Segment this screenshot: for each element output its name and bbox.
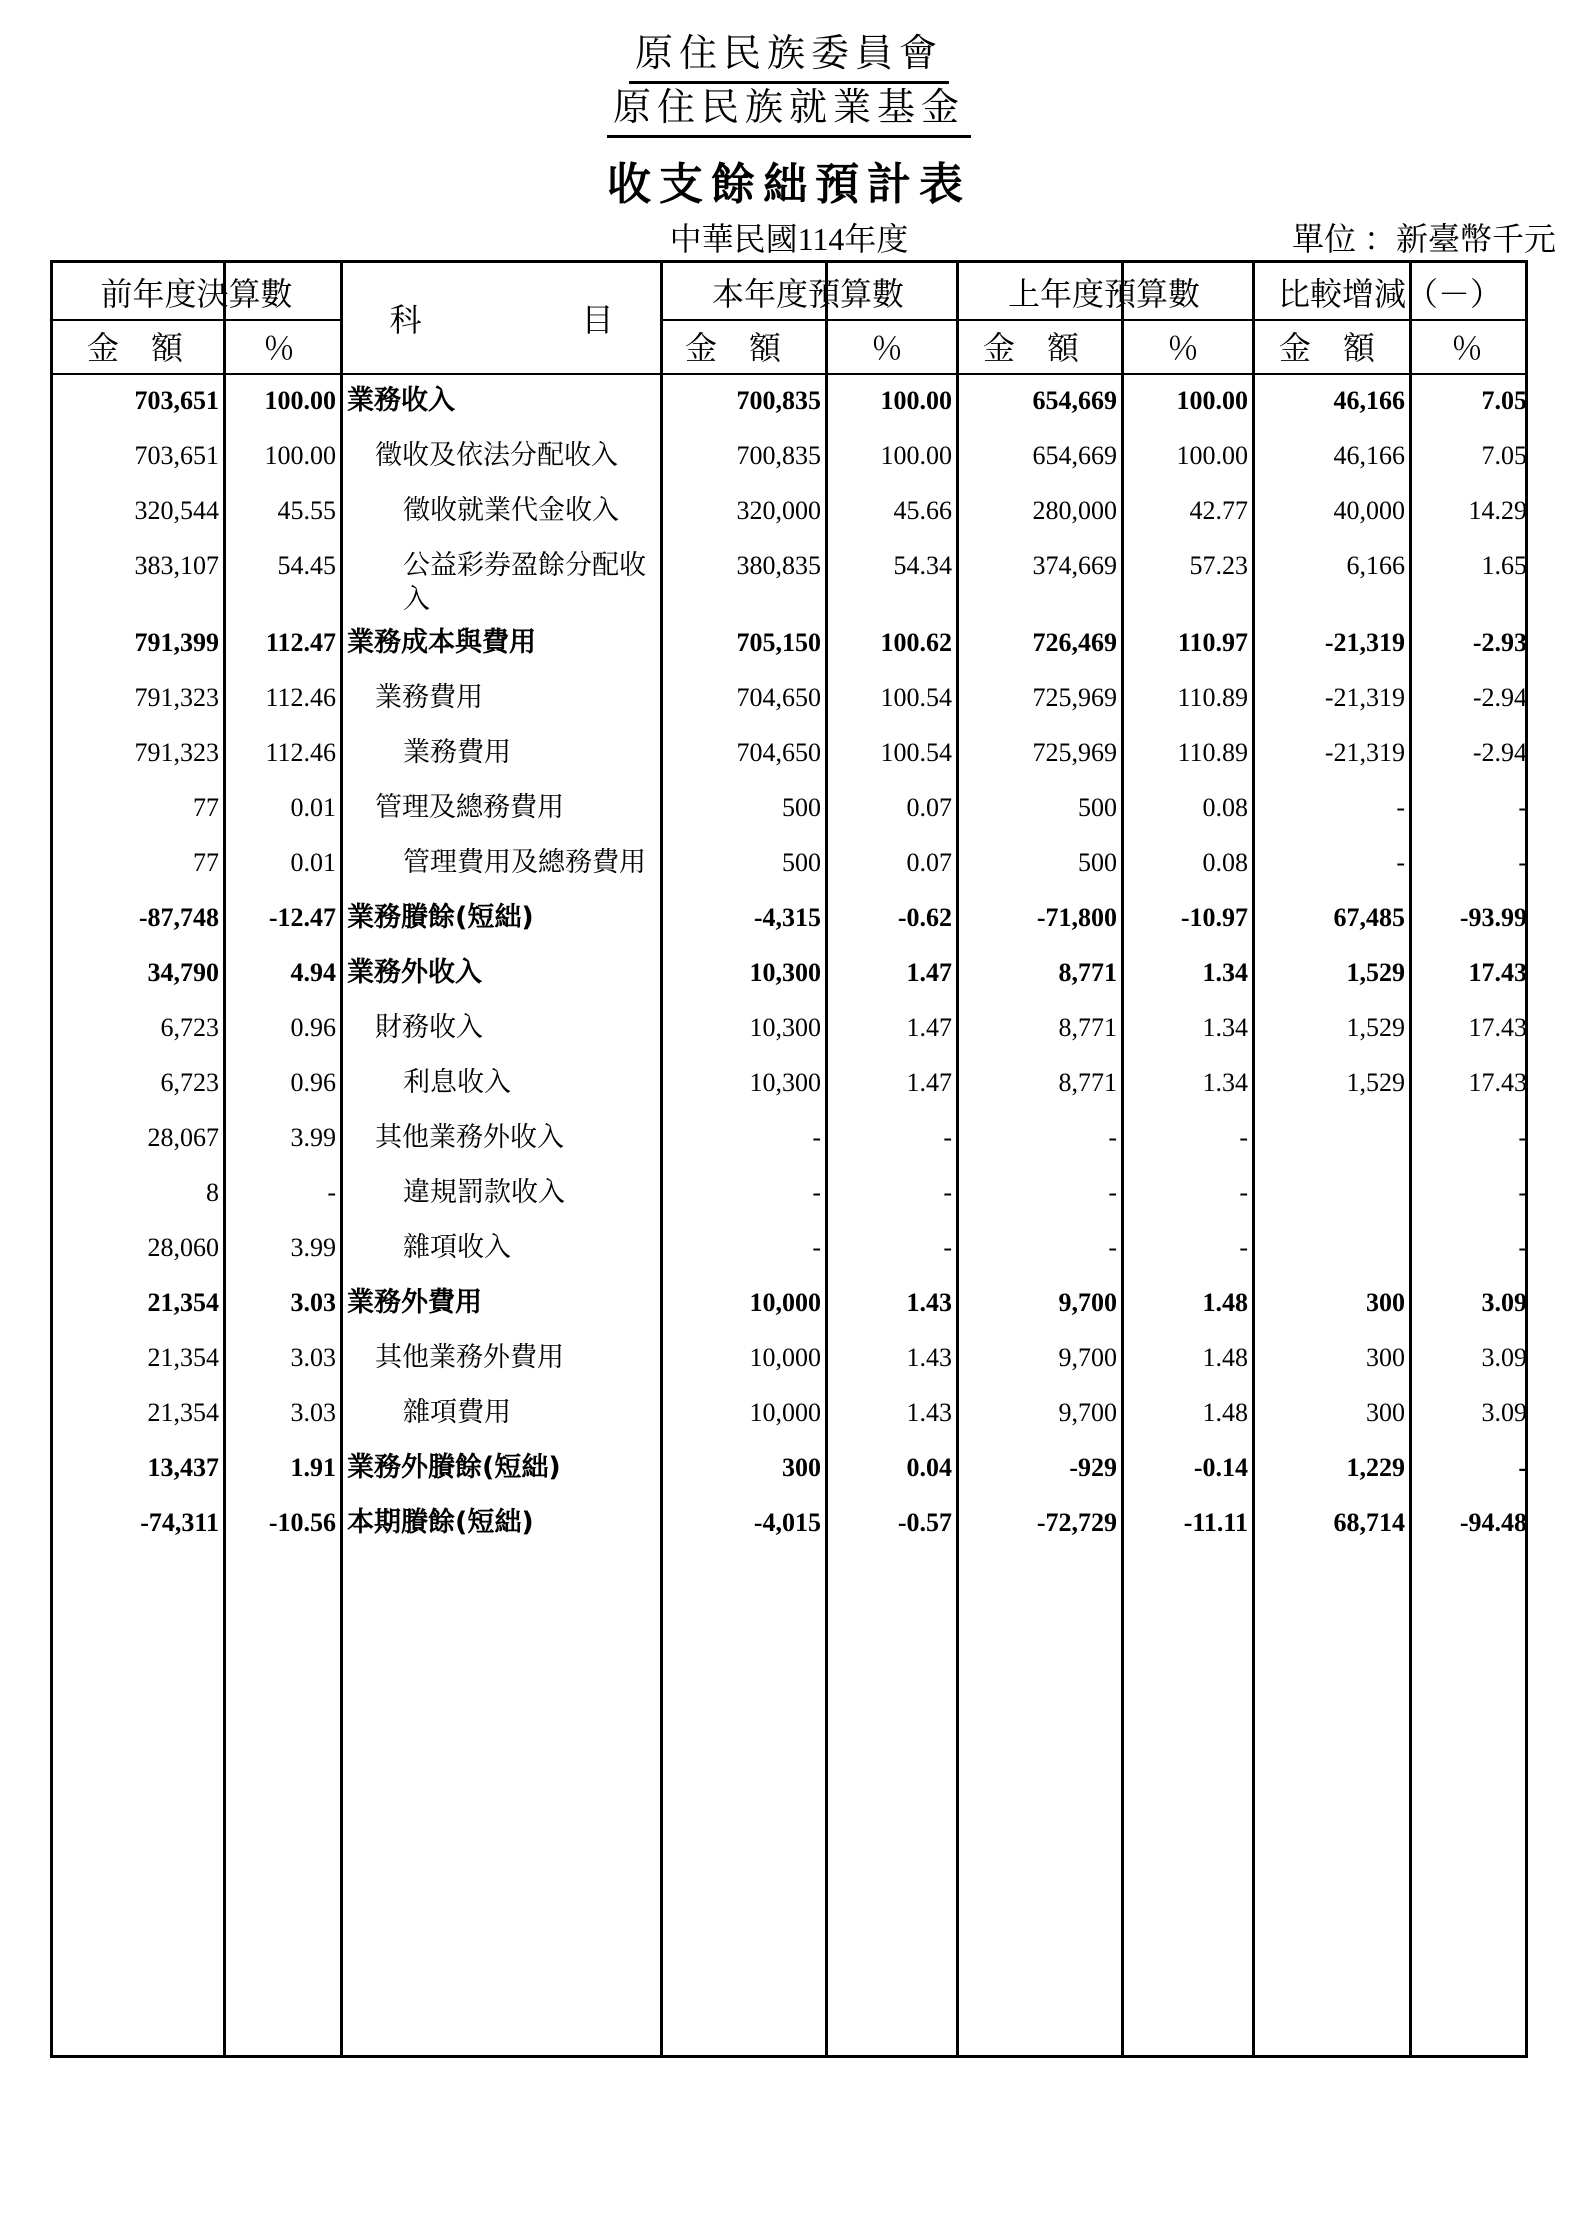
- cell-la: 9,700: [1058, 1398, 1117, 1427]
- cell-ta: 380,835: [736, 551, 821, 580]
- cell-pp: 3.03: [290, 1288, 336, 1317]
- cell-lp: -10.97: [1180, 903, 1248, 932]
- cell-la: 374,669: [1032, 551, 1117, 580]
- cell-pa: 21,354: [147, 1343, 219, 1372]
- cell-la: 8,771: [1058, 1068, 1117, 1097]
- cell-da: -21,319: [1324, 738, 1405, 767]
- table-row: [53, 1505, 1525, 1545]
- cell-lp: 1.48: [1202, 1398, 1248, 1427]
- cell-pa: 791,323: [134, 738, 219, 767]
- cell-pa: 703,651: [134, 441, 219, 470]
- table-row: [53, 1120, 1525, 1160]
- cell-dp: 1.65: [1481, 551, 1527, 580]
- cell-lp: 1.34: [1202, 1068, 1248, 1097]
- cell-la: 500: [1078, 848, 1117, 877]
- cell-dp: -: [1518, 1233, 1527, 1262]
- sub-percent: ％: [1451, 330, 1484, 366]
- table-row: [53, 680, 1525, 720]
- cell-ta: 10,300: [749, 1013, 821, 1042]
- cell-pa: 8: [206, 1178, 219, 1207]
- table-row: [53, 845, 1525, 885]
- cell-ta: 10,300: [749, 1068, 821, 1097]
- cell-tp: 100.00: [880, 386, 952, 415]
- cell-pp: 100.00: [264, 386, 336, 415]
- cell-dp: -2.94: [1472, 738, 1527, 767]
- cell-la: 654,669: [1032, 386, 1117, 415]
- cell-ta: 704,650: [736, 738, 821, 767]
- cell-lp: -: [1239, 1123, 1248, 1152]
- cell-pa: 21,354: [147, 1398, 219, 1427]
- row-label: 雜項收入: [403, 1232, 511, 1263]
- cell-ta: 700,835: [736, 386, 821, 415]
- cell-la: -72,729: [1036, 1508, 1117, 1537]
- sub-percent: ％: [871, 330, 904, 366]
- cell-tp: -: [943, 1233, 952, 1262]
- cell-da: 300: [1366, 1343, 1405, 1372]
- sub-amount: 金 額: [1279, 330, 1376, 366]
- cell-da: -: [1396, 793, 1405, 822]
- cell-ta: -4,315: [753, 903, 821, 932]
- cell-la: 8,771: [1058, 958, 1117, 987]
- cell-la: 725,969: [1032, 683, 1117, 712]
- col-diff: 比較增減（－）: [1277, 276, 1502, 312]
- row-label: 業務外費用: [347, 1287, 482, 1318]
- cell-pp: 112.46: [265, 738, 336, 767]
- currency-unit: 單位 ：新臺幣千元: [1291, 221, 1556, 257]
- cell-tp: 100.62: [880, 628, 952, 657]
- cell-dp: 3.09: [1481, 1288, 1527, 1317]
- cell-lp: 0.08: [1202, 793, 1248, 822]
- cell-lp: 110.97: [1177, 628, 1248, 657]
- cell-dp: 7.05: [1481, 441, 1527, 470]
- cell-dp: -: [1518, 1123, 1527, 1152]
- row-label: 業務外賸餘(短絀): [347, 1452, 561, 1483]
- cell-pa: 6,723: [160, 1068, 219, 1097]
- cell-tp: 0.07: [906, 848, 952, 877]
- cell-ta: 500: [782, 848, 821, 877]
- cell-lp: 42.77: [1189, 496, 1248, 525]
- cell-tp: 1.47: [906, 1013, 952, 1042]
- cell-lp: 110.89: [1177, 738, 1248, 767]
- cell-tp: 1.43: [906, 1343, 952, 1372]
- table-row: [53, 625, 1525, 665]
- cell-pp: 112.47: [265, 628, 336, 657]
- cell-da: 40,000: [1333, 496, 1405, 525]
- cell-da: 46,166: [1333, 386, 1405, 415]
- cell-tp: 100.00: [880, 441, 952, 470]
- cell-tp: 1.43: [906, 1288, 952, 1317]
- cell-pp: 0.96: [290, 1013, 336, 1042]
- table-row: [53, 1285, 1525, 1325]
- cell-dp: 17.43: [1468, 958, 1527, 987]
- cell-tp: 0.04: [906, 1453, 952, 1482]
- cell-pa: 28,067: [147, 1123, 219, 1152]
- col-item: 科 目: [389, 302, 614, 338]
- row-label: 徵收就業代金收入: [403, 495, 619, 526]
- row-label: 業務費用: [403, 737, 511, 768]
- col-prev-actual: 前年度決算數: [100, 276, 293, 312]
- cell-pa: 28,060: [147, 1233, 219, 1262]
- row-label: 業務賸餘(短絀): [347, 902, 534, 933]
- cell-la: -: [1108, 1123, 1117, 1152]
- table-row: [53, 1395, 1525, 1435]
- cell-pp: 4.94: [290, 958, 336, 987]
- cell-pa: 77: [193, 793, 219, 822]
- cell-da: 46,166: [1333, 441, 1405, 470]
- cell-la: -929: [1069, 1453, 1117, 1482]
- cell-ta: 705,150: [736, 628, 821, 657]
- cell-ta: 700,835: [736, 441, 821, 470]
- cell-dp: -94.48: [1459, 1508, 1527, 1537]
- cell-da: -21,319: [1324, 628, 1405, 657]
- cell-tp: -: [943, 1178, 952, 1207]
- row-label: 管理費用及總務費用: [403, 847, 646, 878]
- cell-lp: -: [1239, 1233, 1248, 1262]
- cell-pa: 791,399: [134, 628, 219, 657]
- cell-ta: -4,015: [753, 1508, 821, 1537]
- page-title: 收支餘絀預計表: [607, 159, 971, 210]
- cell-ta: 500: [782, 793, 821, 822]
- col-this-budget: 本年度預算數: [711, 276, 904, 312]
- org-name: 原住民族委員會: [0, 22, 1578, 84]
- cell-tp: -: [943, 1123, 952, 1152]
- table-row: [53, 548, 1527, 615]
- cell-tp: -0.62: [897, 903, 952, 932]
- cell-tp: 1.43: [906, 1398, 952, 1427]
- row-label: 業務外收入: [347, 957, 482, 988]
- cell-pa: 320,544: [134, 496, 219, 525]
- table-row: [53, 955, 1525, 995]
- cell-dp: -93.99: [1459, 903, 1527, 932]
- table-row: [53, 493, 1525, 533]
- cell-da: -: [1396, 848, 1405, 877]
- cell-dp: 3.09: [1481, 1398, 1527, 1427]
- row-label: 管理及總務費用: [375, 792, 564, 823]
- cell-pp: 54.45: [277, 551, 336, 580]
- fund-name: 原住民族就業基金: [0, 76, 1578, 138]
- cell-lp: 100.00: [1176, 386, 1248, 415]
- cell-ta: 704,650: [736, 683, 821, 712]
- cell-la: 725,969: [1032, 738, 1117, 767]
- cell-tp: 100.54: [880, 683, 952, 712]
- cell-ta: 10,000: [749, 1343, 821, 1372]
- cell-ta: 320,000: [736, 496, 821, 525]
- cell-pp: 3.99: [290, 1233, 336, 1262]
- cell-pa: 703,651: [134, 386, 219, 415]
- cell-la: -71,800: [1036, 903, 1117, 932]
- cell-pa: 383,107: [134, 551, 219, 580]
- row-label: 其他業務外收入: [375, 1122, 564, 1153]
- cell-da: 300: [1366, 1288, 1405, 1317]
- cell-pp: -: [327, 1178, 336, 1207]
- row-label: 業務費用: [375, 682, 483, 713]
- cell-da: 1,529: [1346, 1013, 1405, 1042]
- cell-da: 1,229: [1346, 1453, 1405, 1482]
- cell-pa: 21,354: [147, 1288, 219, 1317]
- cell-pp: 3.03: [290, 1343, 336, 1372]
- table-row: [53, 438, 1525, 478]
- cell-lp: 57.23: [1189, 551, 1248, 580]
- row-label: 公益彩券盈餘分配收: [403, 550, 646, 581]
- cell-ta: -: [812, 1233, 821, 1262]
- cell-da: 1,529: [1346, 1068, 1405, 1097]
- cell-pa: 791,323: [134, 683, 219, 712]
- cell-la: 726,469: [1032, 628, 1117, 657]
- cell-lp: -0.14: [1193, 1453, 1248, 1482]
- cell-tp: 0.07: [906, 793, 952, 822]
- cell-ta: -: [812, 1123, 821, 1152]
- cell-da: 67,485: [1333, 903, 1405, 932]
- table-row: [53, 1010, 1525, 1050]
- cell-dp: 14.29: [1468, 496, 1527, 525]
- cell-dp: -: [1518, 1453, 1527, 1482]
- row-label: 徵收及依法分配收入: [375, 440, 618, 471]
- cell-da: 300: [1366, 1398, 1405, 1427]
- cell-dp: -2.94: [1472, 683, 1527, 712]
- cell-lp: 100.00: [1176, 441, 1248, 470]
- cell-lp: -: [1239, 1178, 1248, 1207]
- table-row: [53, 1175, 1525, 1215]
- cell-la: 9,700: [1058, 1343, 1117, 1372]
- cell-dp: 3.09: [1481, 1343, 1527, 1372]
- table-row: [53, 1065, 1525, 1105]
- cell-dp: -: [1518, 793, 1527, 822]
- sub-percent: ％: [1167, 330, 1200, 366]
- cell-pa: -74,311: [140, 1508, 219, 1537]
- cell-dp: 7.05: [1481, 386, 1527, 415]
- cell-dp: -: [1518, 848, 1527, 877]
- cell-lp: 1.48: [1202, 1288, 1248, 1317]
- cell-ta: 10,300: [749, 958, 821, 987]
- row-label-continued: 入: [403, 584, 430, 615]
- cell-tp: 54.34: [893, 551, 952, 580]
- cell-lp: 1.34: [1202, 958, 1248, 987]
- table-row: [53, 1450, 1525, 1490]
- cell-pp: 1.91: [290, 1453, 336, 1482]
- table-row: [53, 1340, 1525, 1380]
- cell-la: 9,700: [1058, 1288, 1117, 1317]
- cell-la: 280,000: [1032, 496, 1117, 525]
- row-label: 業務收入: [347, 385, 455, 416]
- cell-la: -: [1108, 1233, 1117, 1262]
- cell-tp: 45.66: [893, 496, 952, 525]
- table-row: [53, 1230, 1525, 1270]
- sub-amount: 金 額: [87, 330, 184, 366]
- cell-pp: 3.99: [290, 1123, 336, 1152]
- cell-da: 6,166: [1346, 551, 1405, 580]
- row-label: 業務成本與費用: [347, 627, 536, 658]
- cell-lp: -11.11: [1183, 1508, 1248, 1537]
- cell-tp: -0.57: [897, 1508, 952, 1537]
- row-label: 本期賸餘(短絀): [347, 1507, 534, 1538]
- cell-dp: -: [1518, 1178, 1527, 1207]
- sub-percent: ％: [263, 330, 296, 366]
- cell-la: -: [1108, 1178, 1117, 1207]
- cell-pp: 0.96: [290, 1068, 336, 1097]
- cell-pp: 0.01: [290, 793, 336, 822]
- cell-lp: 1.48: [1202, 1343, 1248, 1372]
- cell-dp: -2.93: [1472, 628, 1527, 657]
- sub-amount: 金 額: [983, 330, 1080, 366]
- table-row: [53, 735, 1525, 775]
- cell-pp: 0.01: [290, 848, 336, 877]
- row-label: 其他業務外費用: [375, 1342, 564, 1373]
- fiscal-year: 中華民國114年度: [669, 221, 909, 257]
- cell-ta: 10,000: [749, 1288, 821, 1317]
- cell-pp: 45.55: [277, 496, 336, 525]
- cell-pa: -87,748: [138, 903, 219, 932]
- cell-lp: 1.34: [1202, 1013, 1248, 1042]
- cell-dp: 17.43: [1468, 1013, 1527, 1042]
- cell-lp: 110.89: [1177, 683, 1248, 712]
- row-label: 財務收入: [375, 1012, 483, 1043]
- cell-ta: 300: [782, 1453, 821, 1482]
- row-label: 利息收入: [403, 1067, 511, 1098]
- table-row: [53, 790, 1525, 830]
- cell-la: 8,771: [1058, 1013, 1117, 1042]
- sub-amount: 金 額: [685, 330, 782, 366]
- table-row: [53, 383, 1525, 423]
- cell-lp: 0.08: [1202, 848, 1248, 877]
- cell-dp: 17.43: [1468, 1068, 1527, 1097]
- cell-pp: 112.46: [265, 683, 336, 712]
- col-last-budget: 上年度預算數: [1007, 276, 1200, 312]
- row-label: 違規罰款收入: [403, 1177, 565, 1208]
- cell-pa: 6,723: [160, 1013, 219, 1042]
- cell-tp: 100.54: [880, 738, 952, 767]
- cell-pp: 3.03: [290, 1398, 336, 1427]
- cell-da: 68,714: [1333, 1508, 1405, 1537]
- cell-la: 500: [1078, 793, 1117, 822]
- cell-pp: -10.56: [268, 1508, 336, 1537]
- cell-la: 654,669: [1032, 441, 1117, 470]
- cell-pa: 77: [193, 848, 219, 877]
- budget-table: [50, 260, 1528, 2058]
- cell-pp: 100.00: [264, 441, 336, 470]
- cell-ta: 10,000: [749, 1398, 821, 1427]
- table-row: [53, 900, 1525, 940]
- cell-pp: -12.47: [268, 903, 336, 932]
- cell-tp: 1.47: [906, 1068, 952, 1097]
- cell-da: -21,319: [1324, 683, 1405, 712]
- cell-tp: 1.47: [906, 958, 952, 987]
- cell-da: 1,529: [1346, 958, 1405, 987]
- cell-ta: -: [812, 1178, 821, 1207]
- cell-pa: 13,437: [147, 1453, 219, 1482]
- row-label: 雜項費用: [403, 1397, 511, 1428]
- cell-pa: 34,790: [147, 958, 219, 987]
